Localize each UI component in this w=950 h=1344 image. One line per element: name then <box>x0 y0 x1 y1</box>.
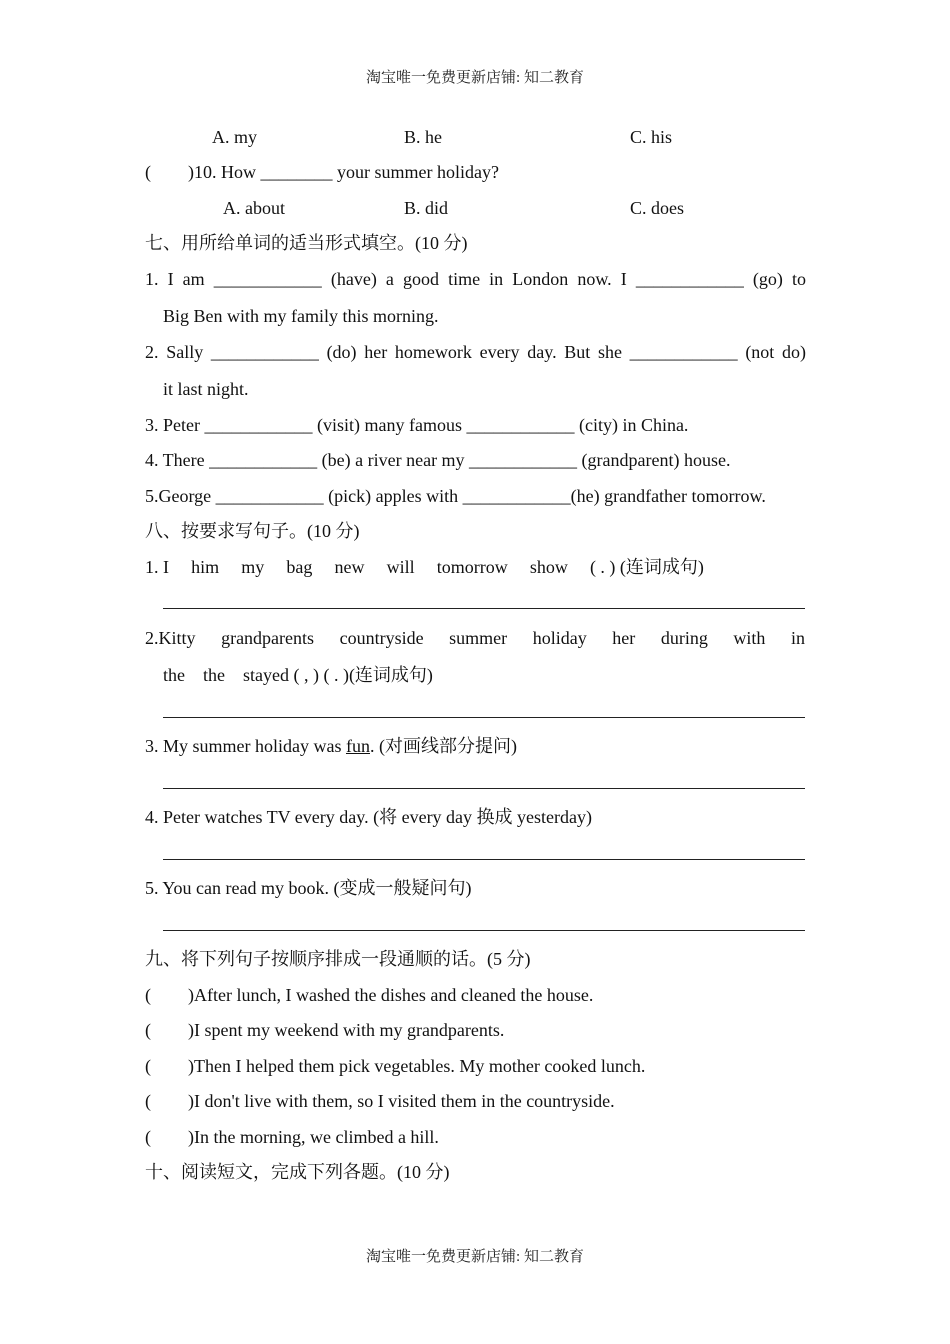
s9-item-5: )In the morning, we climbed a hill. <box>188 1127 439 1147</box>
s8-q2-answer-line[interactable] <box>163 717 805 718</box>
word: holiday <box>532 628 587 648</box>
s9-paren: ( <box>145 985 151 1005</box>
s8-q5-answer-line[interactable] <box>163 930 805 931</box>
s7-q2-line1: 2. Sally ____________ (do) her homework every day. But she ____________ (not do) <box>145 342 806 362</box>
s9-item-3: )Then I helped them pick vegetables. My mother cooked lunch. <box>188 1056 646 1076</box>
s9-paren: ( <box>145 1127 151 1147</box>
word: 1. I <box>145 557 169 577</box>
q10-paren: ( <box>145 162 151 182</box>
s8-q3-text: 3. My summer holiday was <box>145 736 346 756</box>
q10-question: )10. How ________ your summer holiday? <box>188 162 499 182</box>
s7-q2-line2: it last night. <box>163 379 249 399</box>
q10-option-c: C. does <box>630 198 684 218</box>
s7-q1-line1: 1. I am ____________ (have) a good time in London now. I ____________ (go) to <box>145 269 806 289</box>
s8-q4-answer-line[interactable] <box>163 859 805 860</box>
s8-q3-underlined-word: fun <box>345 736 370 756</box>
s9-item-4: )I don't live with them, so I visited them in the countryside. <box>188 1091 615 1111</box>
q9-option-b: B. he <box>404 127 442 147</box>
s7-q5: 5.George ____________ (pick) apples with ____________(he) grandfather tomorrow. <box>145 486 766 506</box>
word: ( . ) (连词成句) <box>589 557 704 577</box>
s8-q5: 5. You can read my book. (变成一般疑问句) <box>145 878 472 898</box>
s8-q3 <box>145 734 517 758</box>
word: in <box>790 628 805 648</box>
s9-item-1: )After lunch, I washed the dishes and cleaned the house. <box>188 985 594 1005</box>
word: him <box>191 557 220 577</box>
q9-option-c: C. his <box>630 127 673 147</box>
s9-paren: ( <box>145 1056 151 1076</box>
s8-q2-words <box>145 626 805 650</box>
s9-paren: ( <box>145 1091 151 1111</box>
word: show <box>529 557 568 577</box>
section-8-title: 八、按要求写句子。(10 分) <box>145 521 360 541</box>
page-header: 淘宝唯一免费更新店铺: 知二教育 <box>366 70 584 86</box>
s8-q3-answer-line[interactable] <box>163 788 805 789</box>
word: 2.Kitty <box>145 628 196 648</box>
section-10-title: 十、阅读短文，完成下列各题。(10 分) <box>145 1162 450 1182</box>
page-footer: 淘宝唯一免费更新店铺: 知二教育 <box>366 1249 584 1265</box>
section-9-title: 九、将下列句子按顺序排成一段通顺的话。(5 分) <box>145 949 531 969</box>
s8-q3-instruction: . (对画线部分提问) <box>369 736 517 756</box>
word: summer <box>449 628 508 648</box>
s8-q1-words <box>145 555 704 579</box>
word: will <box>386 557 415 577</box>
s7-q4: 4. There ____________ (be) a river near my ____________ (grandparent) house. <box>145 450 731 470</box>
word: countryside <box>339 628 424 648</box>
word: new <box>334 557 365 577</box>
s7-q1-line2: Big Ben with my family this morning. <box>163 306 439 326</box>
word: grandparents <box>221 628 315 648</box>
q10-option-b: B. did <box>404 198 449 218</box>
word: my <box>241 557 265 577</box>
q9-option-a: A. my <box>212 127 257 147</box>
s9-paren: ( <box>145 1020 151 1040</box>
s9-item-2: )I spent my weekend with my grandparents. <box>188 1020 505 1040</box>
s8-q1-answer-line[interactable] <box>163 608 805 609</box>
s8-q2-line2: the the stayed ( , ) ( . )(连词成句) <box>163 665 433 685</box>
q10-option-a: A. about <box>223 198 285 218</box>
s8-q4: 4. Peter watches TV every day. (将 every day 换成 yesterday) <box>145 807 593 827</box>
word: with <box>733 628 766 648</box>
word: during <box>660 628 708 648</box>
word: tomorrow <box>436 557 508 577</box>
section-7-title: 七、用所给单词的适当形式填空。(10 分) <box>145 233 468 253</box>
word: her <box>612 628 636 648</box>
s7-q3: 3. Peter ____________ (visit) many famous ____________ (city) in China. <box>145 415 689 435</box>
word: bag <box>286 557 313 577</box>
